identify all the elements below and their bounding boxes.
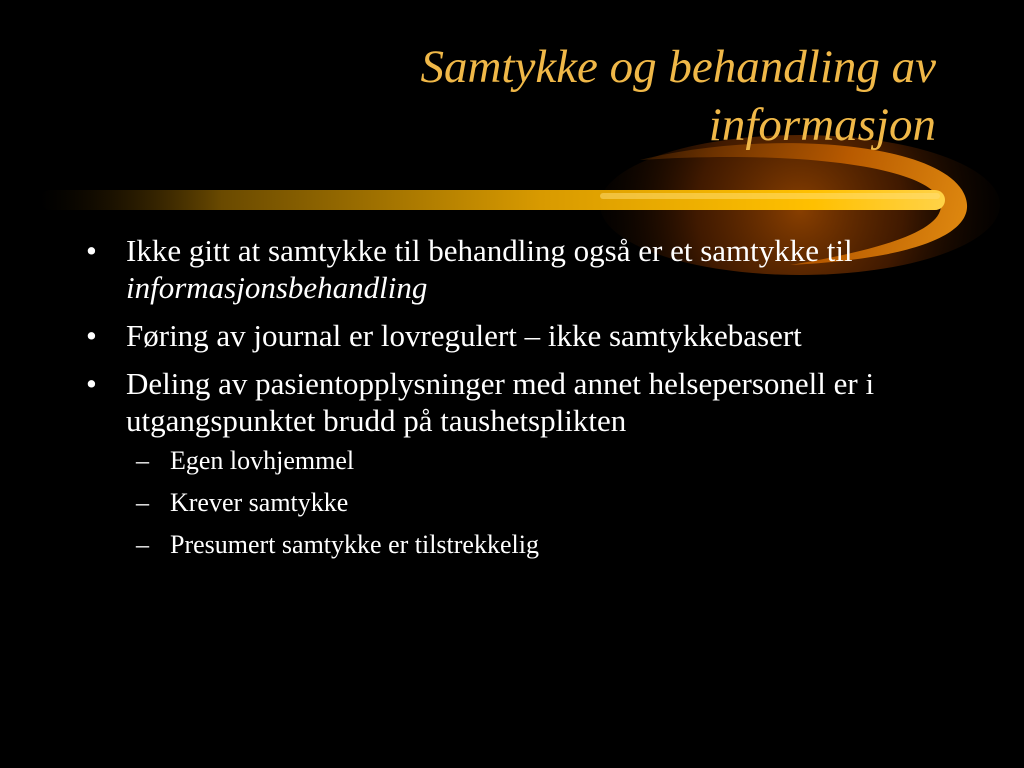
- sub-bullet-item: [86, 488, 946, 518]
- bullet-text: Deling av pasientopplysninger med annet helsepersonell er i utgangspunktet brudd på taushetsplikten: [126, 366, 875, 438]
- bullet-text-emphasis: informasjonsbehandling: [126, 270, 428, 305]
- slide-title-line-1: Samtykke og behandling av: [420, 41, 936, 93]
- dash-icon: –: [136, 446, 149, 475]
- sub-bullet-text: Krever samtykke: [170, 488, 349, 517]
- bullet-item: [86, 317, 946, 354]
- sub-bullet-text: Presumert samtykke er tilstrekkelig: [170, 530, 539, 559]
- bullet-icon: •: [86, 318, 97, 353]
- bullet-icon: •: [86, 233, 97, 268]
- bullet-item: [86, 232, 946, 306]
- slide-title-line-2: informasjon: [708, 99, 936, 151]
- sub-bullet-list: [86, 446, 946, 560]
- sub-bullet-item: [86, 446, 946, 476]
- bullet-item: [86, 365, 946, 439]
- slide-body: [86, 232, 946, 572]
- dash-icon: –: [136, 530, 149, 559]
- bullet-text-main: Ikke gitt at samtykke til behandling også er et samtykke til: [126, 233, 853, 268]
- bullet-text: Føring av journal er lovregulert – ikke samtykkebasert: [126, 318, 802, 353]
- dash-icon: –: [136, 488, 149, 517]
- bullet-icon: •: [86, 366, 97, 401]
- sub-bullet-item: [86, 530, 946, 560]
- bullet-text: [126, 233, 853, 305]
- sub-bullet-text: Egen lovhjemmel: [170, 446, 355, 475]
- slide-title: [136, 38, 936, 154]
